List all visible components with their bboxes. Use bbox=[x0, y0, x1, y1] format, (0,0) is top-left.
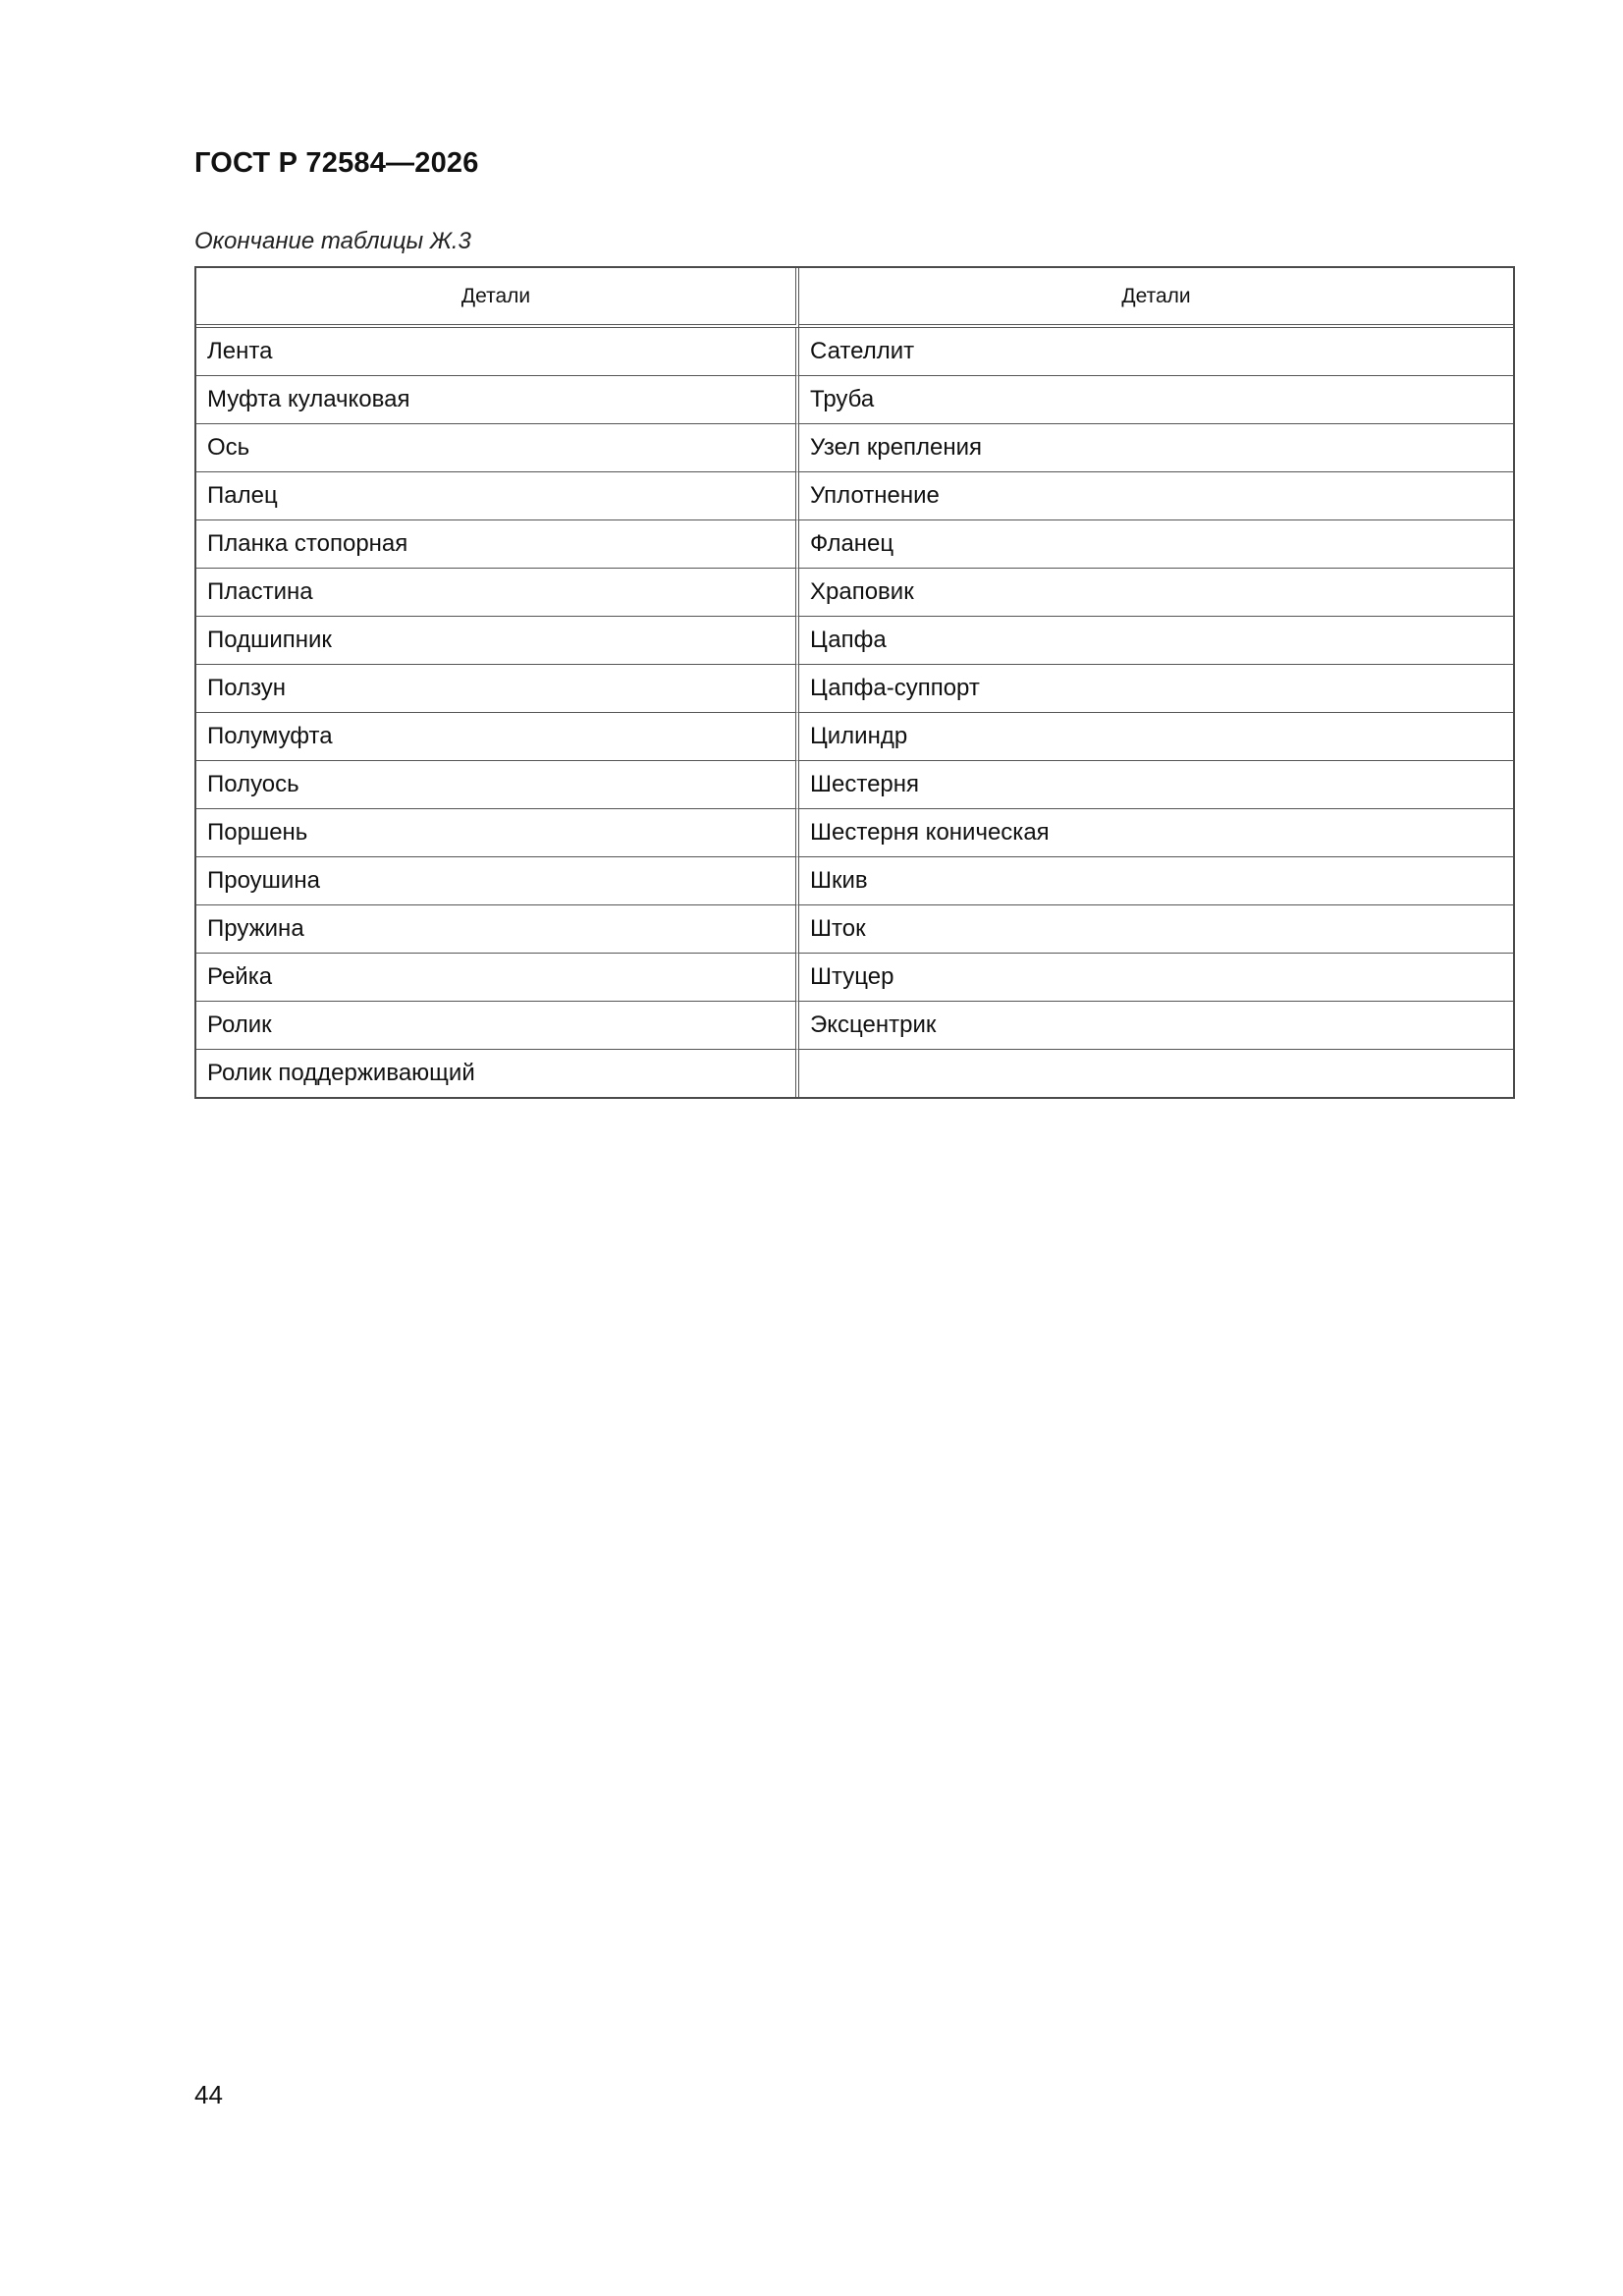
table-cell: Полумуфта bbox=[196, 713, 799, 761]
table-cell: Поршень bbox=[196, 809, 799, 857]
table-row bbox=[196, 665, 1513, 713]
table-cell: Муфта кулачковая bbox=[196, 376, 799, 424]
table-cell: Планка стопорная bbox=[196, 520, 799, 569]
page-number: 44 bbox=[194, 2080, 223, 2109]
table-cell: Ось bbox=[196, 424, 799, 472]
table-cell: Шестерня коническая bbox=[799, 809, 1513, 857]
document-code: ГОСТ Р 72584—2026 bbox=[194, 147, 479, 179]
table-body bbox=[196, 328, 1513, 1097]
table-cell: Цапфа-суппорт bbox=[799, 665, 1513, 713]
table-row bbox=[196, 1050, 1513, 1097]
column-header: Детали bbox=[799, 268, 1513, 328]
table-cell: Шток bbox=[799, 905, 1513, 954]
table-row bbox=[196, 761, 1513, 809]
details-table-container bbox=[194, 266, 1511, 1099]
table-cell: Подшипник bbox=[196, 617, 799, 665]
table-row bbox=[196, 376, 1513, 424]
table-cell: Ползун bbox=[196, 665, 799, 713]
table-cell: Эксцентрик bbox=[799, 1002, 1513, 1050]
table-row bbox=[196, 424, 1513, 472]
table-cell: Цапфа bbox=[799, 617, 1513, 665]
table-cell: Уплотнение bbox=[799, 472, 1513, 520]
table-cell: Сателлит bbox=[799, 328, 1513, 376]
table-cell: Узел крепления bbox=[799, 424, 1513, 472]
table-cell: Пружина bbox=[196, 905, 799, 954]
table-cell: Полуось bbox=[196, 761, 799, 809]
table-row bbox=[196, 713, 1513, 761]
table-cell: Лента bbox=[196, 328, 799, 376]
column-header: Детали bbox=[196, 268, 799, 328]
table-row bbox=[196, 1002, 1513, 1050]
table-row bbox=[196, 569, 1513, 617]
table-header-row bbox=[196, 268, 1513, 328]
table-cell: Пластина bbox=[196, 569, 799, 617]
table-row bbox=[196, 328, 1513, 376]
table-cell: Рейка bbox=[196, 954, 799, 1002]
table-row bbox=[196, 905, 1513, 954]
table-cell: Шестерня bbox=[799, 761, 1513, 809]
table-row bbox=[196, 809, 1513, 857]
table-row bbox=[196, 472, 1513, 520]
table-cell: Храповик bbox=[799, 569, 1513, 617]
table-cell: Проушина bbox=[196, 857, 799, 905]
table-row bbox=[196, 954, 1513, 1002]
table-row bbox=[196, 520, 1513, 569]
table-cell: Цилиндр bbox=[799, 713, 1513, 761]
table-cell: Шкив bbox=[799, 857, 1513, 905]
table-cell: Фланец bbox=[799, 520, 1513, 569]
table-cell: Труба bbox=[799, 376, 1513, 424]
table-row bbox=[196, 857, 1513, 905]
table-cell: Ролик bbox=[196, 1002, 799, 1050]
table-row bbox=[196, 617, 1513, 665]
table-cell: Ролик поддерживающий bbox=[196, 1050, 799, 1097]
table-caption: Окончание таблицы Ж.3 bbox=[194, 228, 471, 254]
details-table bbox=[194, 266, 1515, 1099]
table-cell: Палец bbox=[196, 472, 799, 520]
table-cell bbox=[799, 1050, 1513, 1097]
table-cell: Штуцер bbox=[799, 954, 1513, 1002]
